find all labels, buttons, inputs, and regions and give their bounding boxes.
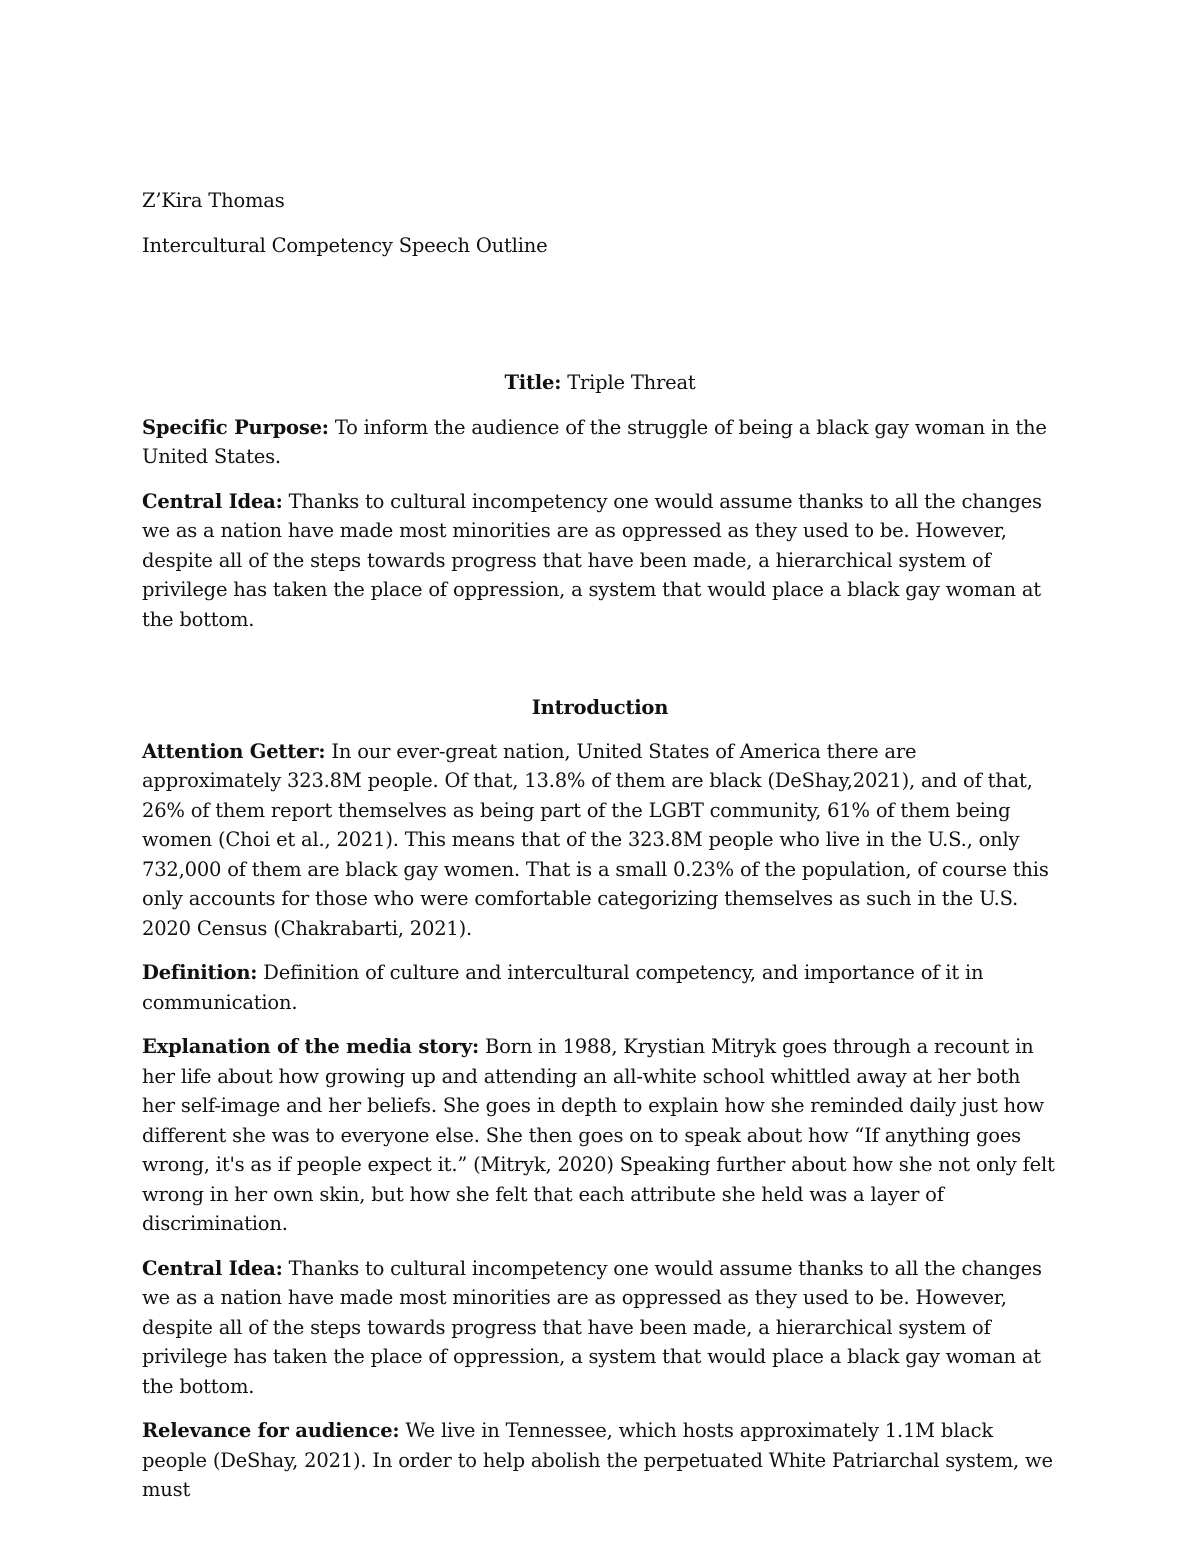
definition-text: Definition of culture and intercultural competency, and importance of it in communication.: [142, 961, 984, 1014]
central-idea-1-text: Thanks to cultural incompetency one would assume thanks to all the changes we as a nation have made most minorities are as oppressed as they used to be. However, despite all of the steps towards progress that have been made, a hierarchical system of privilege has taken the place of oppression, a system that would place a black gay woman at the bottom.: [142, 489, 1042, 631]
author-name: Z’Kira Thomas: [142, 189, 285, 212]
media-story: [142, 1032, 1058, 1239]
definition-label: Definition:: [142, 961, 258, 984]
central-idea-1-label: Central Idea:: [142, 489, 283, 513]
attention-getter: [142, 737, 1058, 944]
media-story-label: Explanation of the media story:: [142, 1035, 480, 1058]
speech-title: [142, 368, 1058, 398]
document-page: [142, 186, 1058, 1520]
definition: [142, 958, 1058, 1017]
spacer: [142, 260, 1058, 368]
attention-getter-label: Attention Getter:: [142, 739, 326, 763]
central-idea-2-text: Thanks to cultural incompetency one would assume thanks to all the changes we as a nation have made most minorities are as oppressed as they used to be. However, despite all of the steps towards progress that have been made, a hierarchical system of privilege has taken the place of oppression, a system that would place a black gay woman at the bottom.: [142, 1256, 1042, 1398]
central-idea-2: [142, 1254, 1058, 1402]
relevance: [142, 1416, 1058, 1505]
specific-purpose: [142, 413, 1058, 472]
title-value: Triple Threat: [567, 371, 696, 394]
relevance-text: We live in Tennessee, which hosts approximately 1.1M black people (DeShay, 2021). In order to help abolish the perpetuated White Patriarchal system, we must: [142, 1419, 1053, 1501]
relevance-label: Relevance for audience:: [142, 1419, 400, 1442]
central-idea-2-label: Central Idea:: [142, 1256, 283, 1280]
attention-getter-text: In our ever-great nation, United States of America there are approximately 323.8M people. Of that, 13.8% of them are black (DeShay,2021), and of that, 26% of them report themselves as being part of the LGBT community, 61% of them being women (Choi et al., 2021). This means that of the 323.8M people who live in the U.S., only 732,000 of them are black gay women. That is a small 0.23% of the population, of course this only accounts for those who were comfortable categorizing themselves as such in the U.S. 2020 Census (Chakrabarti, 2021).: [142, 739, 1049, 940]
title-label: Title:: [504, 371, 562, 394]
introduction-heading: Introduction: [531, 696, 669, 719]
specific-purpose-text: To inform the audience of the struggle of being a black gay woman in the United States.: [142, 415, 1047, 468]
media-story-text: Born in 1988, Krystian Mitryk goes through a recount in her life about how growing up and attending an all-white school whittled away at her both her self-image and her beliefs. She goes in depth to explain how she reminded daily just how different she was to everyone else. She then goes on to speak about how “If anything goes wrong, it's as if people expect it.” (Mitryk, 2020) Speaking further about how she not only felt wrong in her own skin, but how she felt that each attribute she held was a layer of discrimination.: [142, 1035, 1055, 1235]
specific-purpose-label: Specific Purpose:: [142, 415, 329, 439]
central-idea-1: [142, 487, 1058, 635]
spacer: [142, 649, 1058, 693]
document-title: Intercultural Competency Speech Outline: [142, 233, 548, 257]
